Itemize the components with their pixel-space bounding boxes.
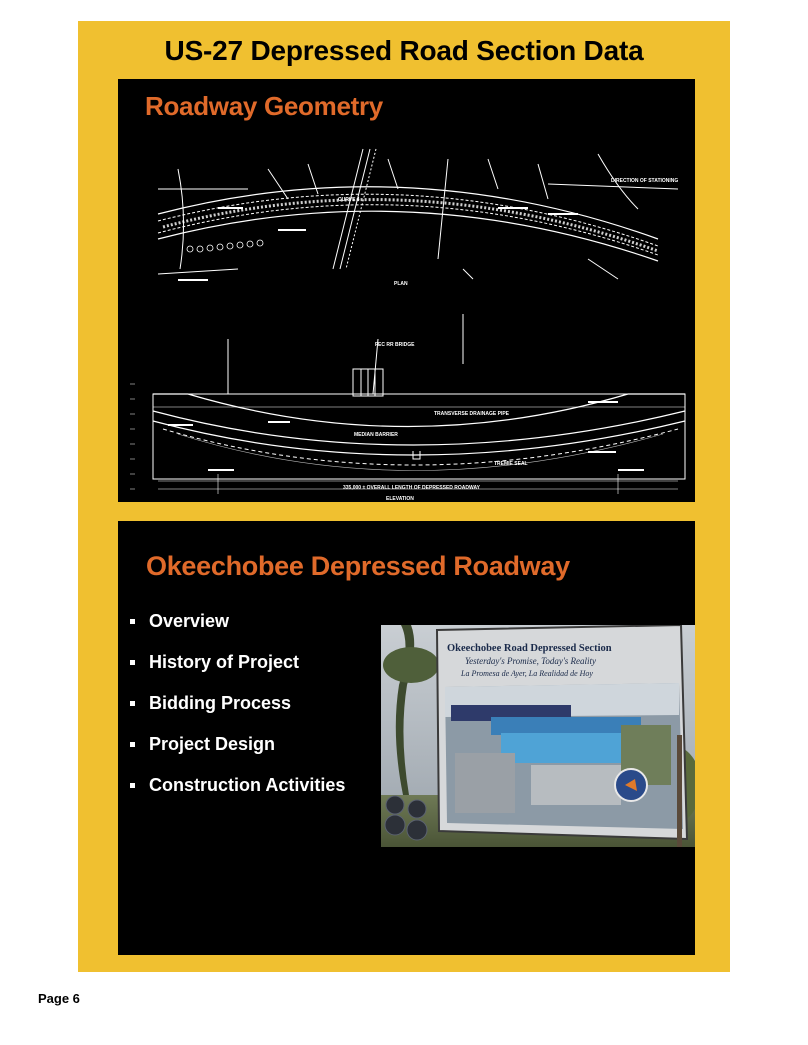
bullet-square-icon [130, 619, 135, 624]
label-median-barrier: MEDIAN BARRIER [354, 432, 398, 438]
engineering-drawing [118, 129, 695, 502]
bullet-list [128, 611, 345, 816]
slide-okeechobee-roadway [118, 521, 695, 955]
page-number: Page 6 [38, 991, 80, 1006]
slide-roadway-geometry [118, 79, 695, 502]
label-plan: PLAN [394, 281, 408, 287]
sign-line-3: La Promesa de Ayer, La Realidad de Hoy [461, 669, 593, 678]
yellow-page-panel [78, 21, 730, 972]
bullet-square-icon [130, 701, 135, 706]
label-curve: CURVE 4 [338, 197, 360, 203]
label-bridge: FEC RR BRIDGE [375, 342, 415, 348]
label-elevation: ELEVATION [386, 496, 414, 502]
label-tremie-seal: TREMIE SEAL [494, 461, 528, 467]
bullet-item: Construction Activities [128, 775, 345, 816]
label-direction-of-stationing: DIRECTION OF STATIONING [611, 178, 679, 184]
label-drainage-pipe: TRANSVERSE DRAINAGE PIPE [434, 411, 510, 417]
bullet-item: Project Design [128, 734, 345, 775]
sign-line-1: Okeechobee Road Depressed Section [447, 643, 612, 654]
bullet-square-icon [130, 783, 135, 788]
bullet-item: Overview [128, 611, 345, 652]
bullet-square-icon [130, 742, 135, 747]
project-sign-photo [381, 625, 695, 847]
bullet-square-icon [130, 660, 135, 665]
label-overall-length: 335,000 ± OVERALL LENGTH OF DEPRESSED ROADWAY [343, 485, 480, 491]
bullet-item: Bidding Process [128, 693, 345, 734]
slide-title-okeechobee: Okeechobee Depressed Roadway [146, 551, 570, 581]
sign-line-2: Yesterday's Promise, Today's Reality [465, 656, 597, 666]
document-title: US-27 Depressed Road Section Data [164, 35, 644, 66]
bullet-item: History of Project [128, 652, 345, 693]
slide-title-roadway-geometry: Roadway Geometry [145, 91, 383, 121]
